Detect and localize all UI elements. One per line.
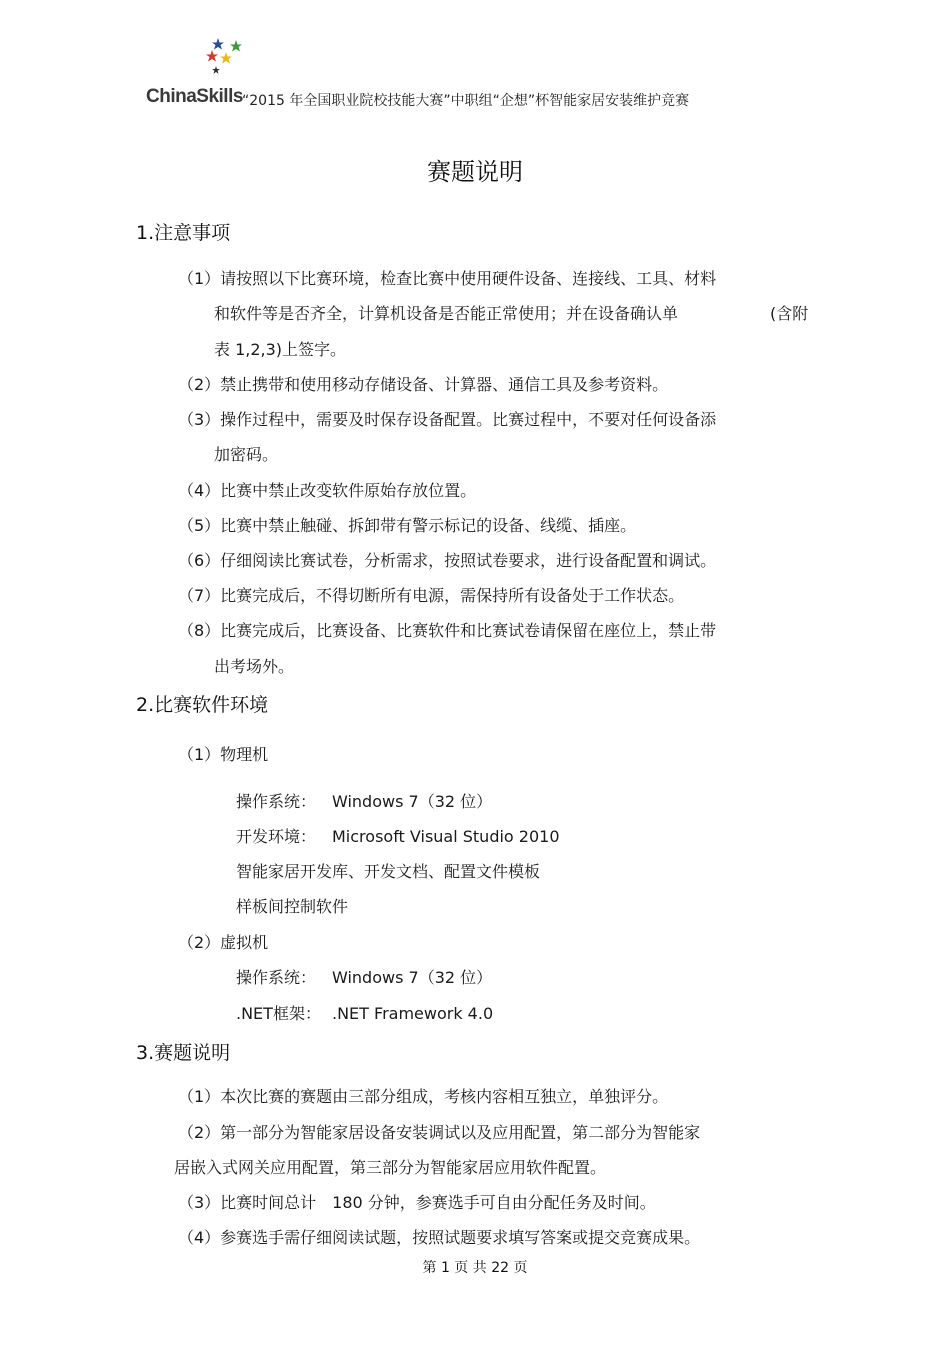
virtual-machine-title: （2）虚拟机 [178, 933, 269, 952]
list-item: 出考场外。 [214, 657, 295, 676]
physical-dev-row [236, 824, 560, 847]
physical-machine-title: （1）物理机 [178, 745, 269, 764]
list-item: （1）本次比赛的赛题由三部分组成，考核内容相互独立，单独评分。 [178, 1087, 669, 1106]
dev-label: 开发环境： [236, 827, 317, 846]
list-item: （2）禁止携带和使用移动存储设备、计算器、通信工具及参考资料。 [178, 375, 669, 394]
list-item: （1）请按照以下比赛环境，检查比赛中使用硬件设备、连接线、工具、材料 [178, 269, 717, 288]
net-label: .NET框架： [236, 1004, 321, 1023]
list-item: （7）比赛完成后，不得切断所有电源，需保持所有设备处于工作状态。 [178, 586, 685, 605]
physical-os-row [236, 789, 492, 812]
list-item: （4）比赛中禁止改变软件原始存放位置。 [178, 481, 477, 500]
list-item: 和软件等是否齐全，计算机设备是否能正常使用；并在设备确认单 [214, 304, 679, 323]
list-item: 居嵌入式网关应用配置，第三部分为智能家居应用软件配置。 [174, 1158, 607, 1177]
physical-extra-1: 智能家居开发库、开发文档、配置文件模板 [236, 862, 541, 881]
list-item: (含附 [770, 304, 809, 323]
os-value: Windows 7（32 位） [332, 792, 493, 811]
competition-title: “2015 年全国职业院校技能大赛”中职组“企想”杯智能家居安装维护竞赛 [242, 93, 690, 109]
section-heading-software: 2.比赛软件环境 [136, 694, 269, 716]
os-label: 操作系统： [236, 792, 317, 811]
list-item: （6）仔细阅读比赛试卷，分析需求，按照试卷要求，进行设备配置和调试。 [178, 551, 717, 570]
list-item: 加密码。 [214, 445, 279, 464]
list-item: （3）比赛时间总计 180 分钟，参赛选手可自由分配任务及时间。 [178, 1193, 656, 1212]
chinaskills-logo-text: ChinaSkills [146, 86, 243, 107]
dev-value: Microsoft Visual Studio 2010 [332, 827, 560, 846]
document-title: 赛题说明 [427, 158, 523, 186]
list-item: （4）参赛选手需仔细阅读试题，按照试题要求填写答案或提交竞赛成果。 [178, 1228, 701, 1247]
page-header [146, 36, 846, 112]
os-value: Windows 7（32 位） [332, 968, 493, 987]
chinaskills-stars-logo-icon [204, 36, 248, 80]
list-item: （8）比赛完成后，比赛设备、比赛软件和比赛试卷请保留在座位上，禁止带 [178, 621, 717, 640]
virtual-net-row [236, 1001, 493, 1024]
section-heading-notes: 1.注意事项 [136, 222, 231, 244]
list-item: 表 1,2,3)上签字。 [214, 340, 347, 359]
list-item: （2）第一部分为智能家居设备安装调试以及应用配置，第二部分为智能家 [178, 1123, 701, 1142]
physical-extra-2: 样板间控制软件 [236, 897, 349, 916]
section-heading-description: 3.赛题说明 [136, 1042, 231, 1064]
page-footer: 第 1 页 共 22 页 [422, 1260, 528, 1276]
list-item: （3）操作过程中，需要及时保存设备配置。比赛过程中，不要对任何设备添 [178, 410, 717, 429]
net-value: .NET Framework 4.0 [332, 1004, 494, 1023]
virtual-os-row [236, 965, 492, 988]
list-item: （5）比赛中禁止触碰、拆卸带有警示标记的设备、线缆、插座。 [178, 516, 637, 535]
os-label: 操作系统： [236, 968, 317, 987]
